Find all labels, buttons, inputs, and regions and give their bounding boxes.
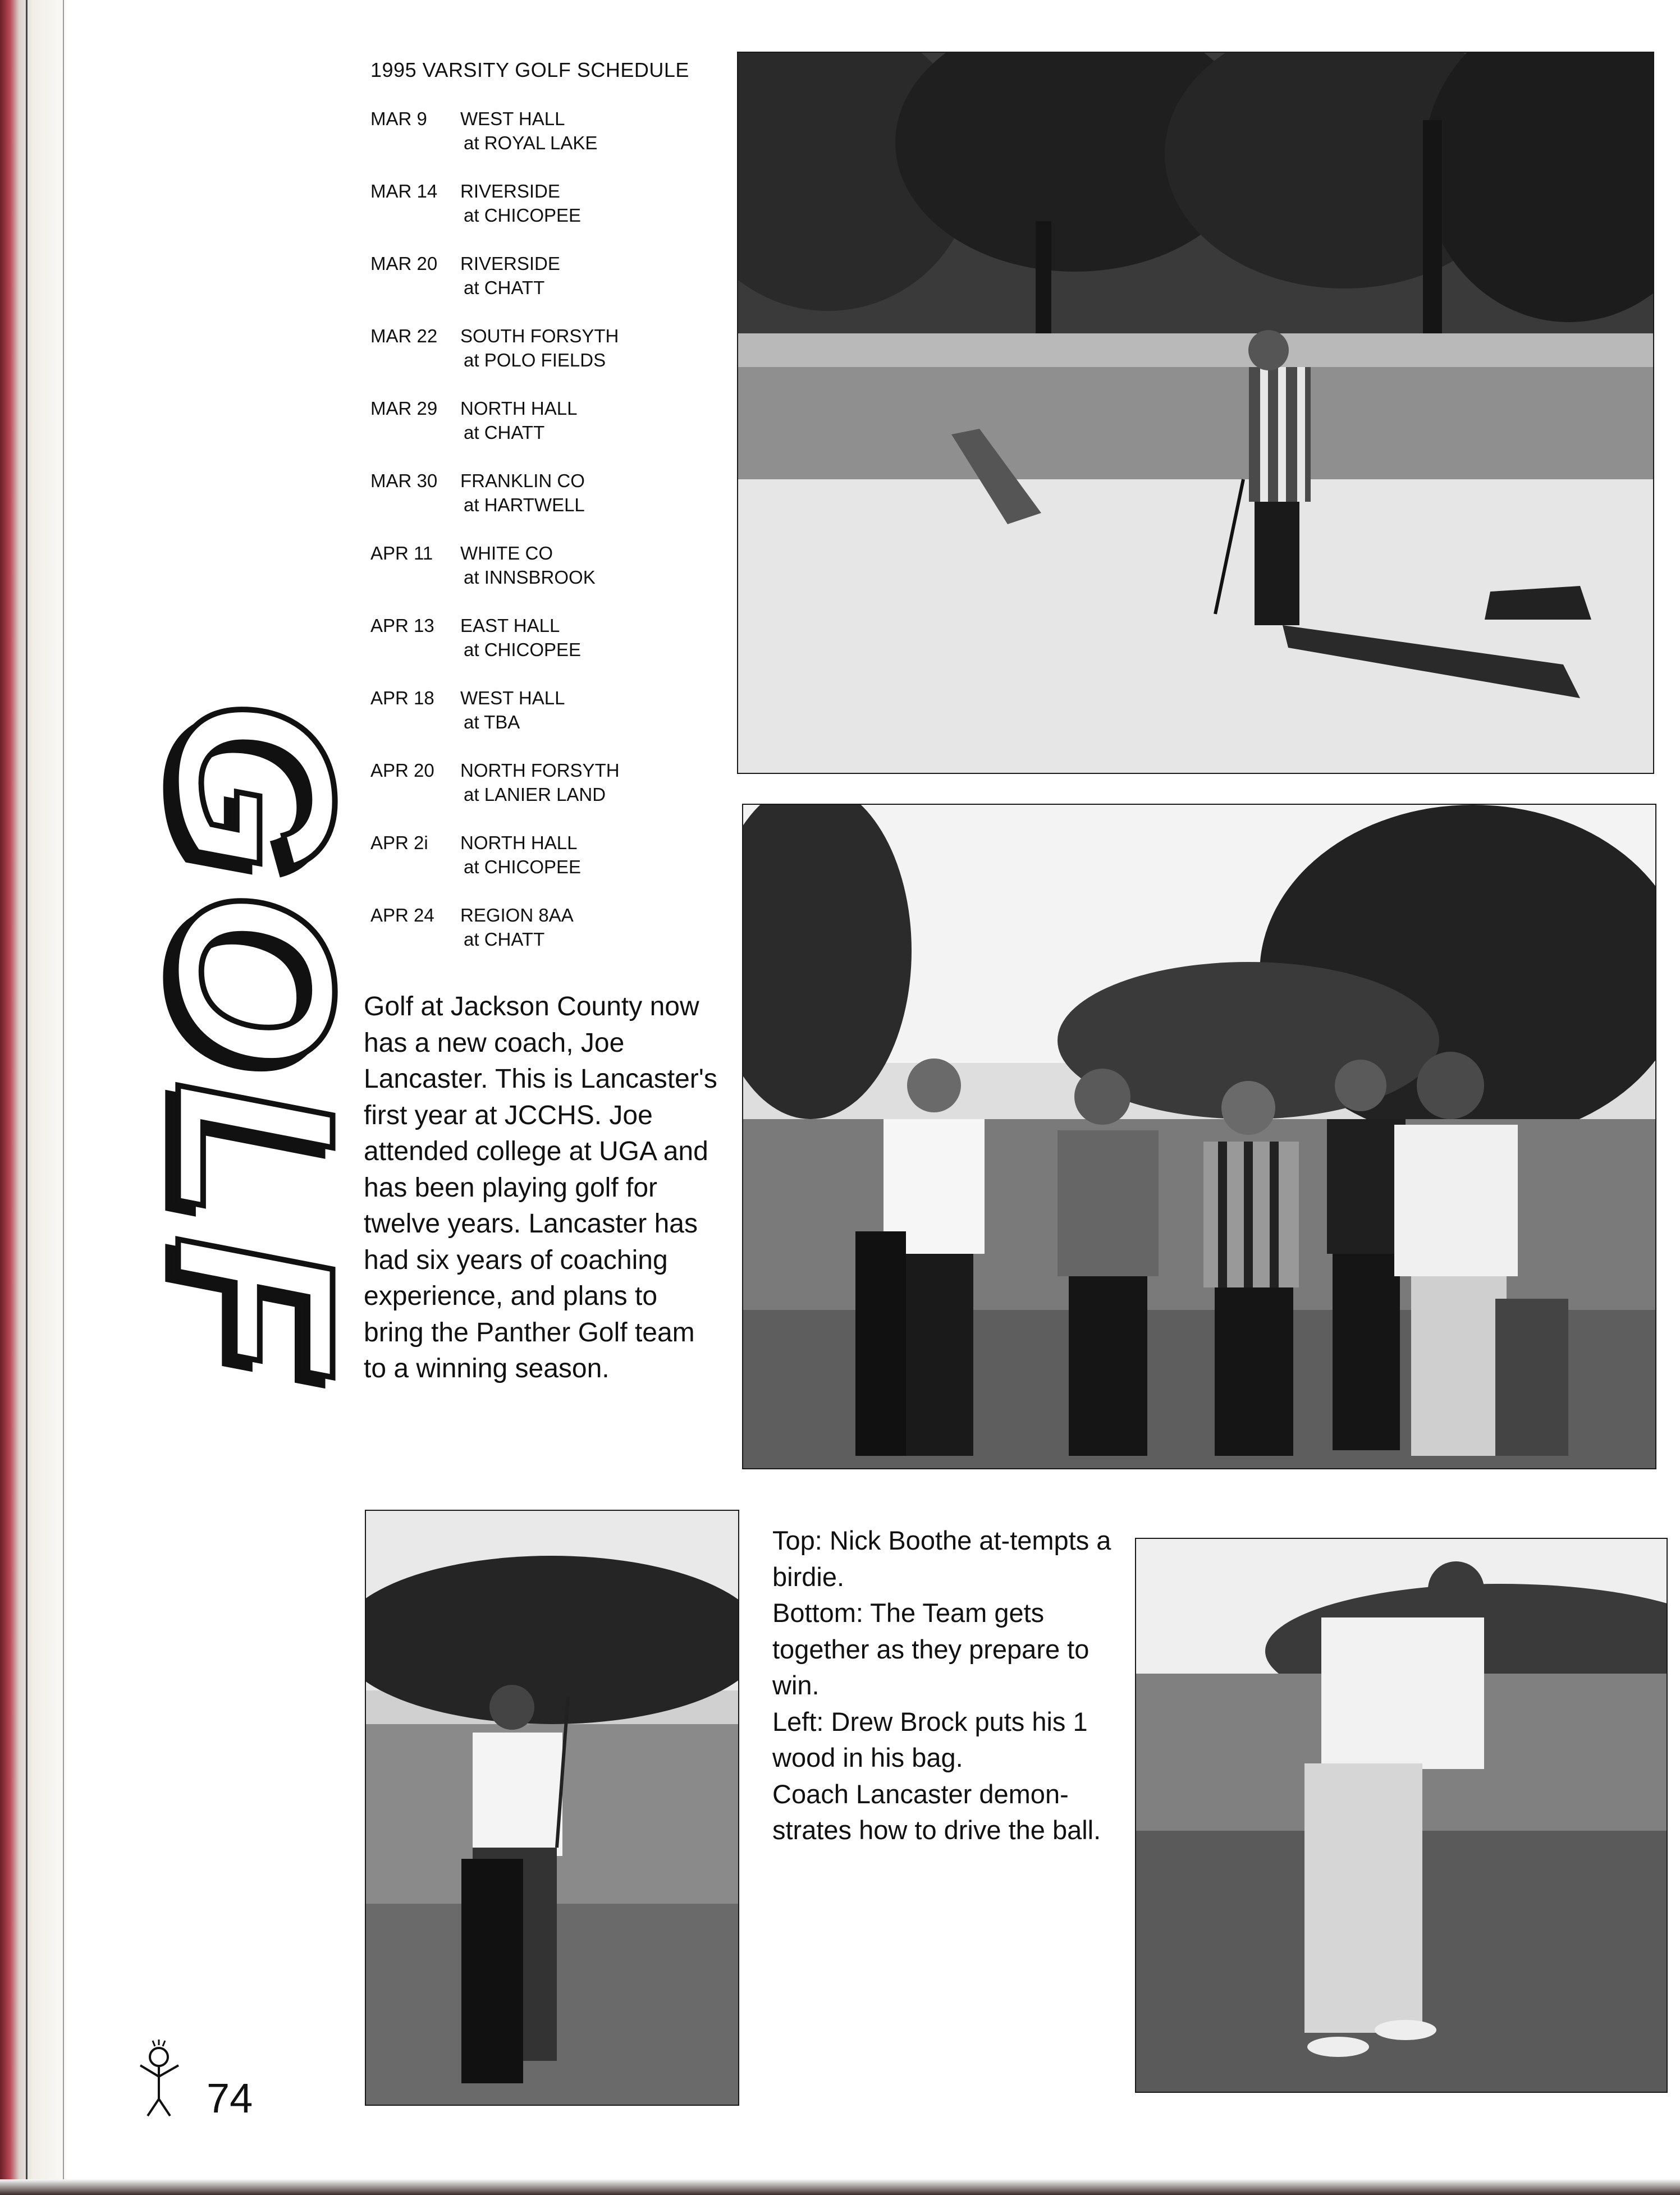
golf-schedule — [370, 58, 730, 975]
schedule-row — [370, 251, 730, 324]
schedule-row — [370, 541, 730, 613]
schedule-opponent: WEST HALL — [460, 108, 565, 129]
schedule-venue: at CHATT — [464, 422, 545, 443]
schedule-date: MAR 9 — [370, 108, 427, 129]
photo-golf-team — [742, 804, 1656, 1469]
schedule-info — [460, 324, 619, 372]
schedule-opponent: RIVERSIDE — [460, 253, 560, 274]
caption-left: Left: Drew Brock puts his 1 wood in his bag. — [772, 1706, 1088, 1772]
page-binding — [0, 0, 66, 2195]
schedule-venue: at POLO FIELDS — [464, 350, 606, 370]
schedule-opponent: RIVERSIDE — [460, 181, 560, 201]
schedule-date: APR 18 — [370, 688, 434, 708]
schedule-title: 1995 VARSITY GOLF SCHEDULE — [370, 58, 689, 81]
schedule-date: APR 11 — [370, 543, 433, 563]
photo-captions — [772, 1523, 1132, 1849]
golf-title-shadow: GOLF — [120, 706, 355, 1397]
schedule-date: APR 20 — [370, 760, 434, 781]
schedule-opponent: NORTH HALL — [460, 398, 578, 419]
schedule-row — [370, 396, 730, 469]
schedule-info — [460, 107, 597, 155]
golf-title-text: GOLF — [130, 698, 355, 1390]
schedule-info — [460, 179, 581, 227]
photo-golfer-putting — [737, 52, 1654, 774]
schedule-opponent: NORTH FORSYTH — [460, 760, 620, 781]
schedule-venue: at CHATT — [464, 277, 545, 298]
schedule-info — [460, 396, 577, 445]
schedule-info — [460, 469, 585, 517]
schedule-row — [370, 469, 730, 541]
binding-line — [63, 0, 64, 2195]
schedule-date: APR 13 — [370, 615, 434, 636]
photo-drew-brock — [365, 1510, 739, 2106]
schedule-venue: at CHICOPEE — [464, 205, 582, 226]
golf-title — [120, 645, 355, 1442]
schedule-row — [370, 613, 730, 686]
page-number: 74 — [207, 2075, 253, 2121]
schedule-row — [370, 758, 730, 831]
schedule-date: APR 24 — [370, 905, 434, 925]
schedule-list — [370, 107, 730, 975]
schedule-date: APR 2i — [370, 832, 428, 853]
schedule-row — [370, 903, 730, 975]
schedule-opponent: REGION 8AA — [460, 905, 574, 925]
schedule-venue: at INNSBROOK — [464, 567, 596, 588]
schedule-venue: at ROYAL LAKE — [464, 132, 598, 153]
schedule-venue: at CHATT — [464, 929, 545, 950]
schedule-row — [370, 831, 730, 903]
schedule-opponent: EAST HALL — [460, 615, 560, 636]
caption-bottom: Bottom: The Team gets together as they prepare to win. — [772, 1598, 1090, 1700]
schedule-row — [370, 179, 730, 251]
mascot-figure-icon — [128, 2037, 190, 2121]
schedule-info — [460, 251, 560, 300]
caption-top: Top: Nick Boothe at-tempts a birdie. — [772, 1525, 1111, 1592]
schedule-opponent: WEST HALL — [460, 688, 565, 708]
article-body: Golf at Jackson County now has a new coach, Joe Lancaster. This is Lancaster's first year at JCCHS. Joe attended college at UGA and has been playing golf for twelve years. Lancaster has had six years of coaching experience, and plans to bring the Panther Golf team to a winning season. — [364, 992, 717, 1383]
schedule-opponent: WHITE CO — [460, 543, 553, 563]
page-bottom-edge — [0, 2179, 1680, 2195]
schedule-opponent: NORTH HALL — [460, 832, 578, 853]
schedule-row — [370, 107, 730, 179]
schedule-date: MAR 29 — [370, 398, 438, 419]
schedule-date: MAR 20 — [370, 253, 438, 274]
schedule-info — [460, 686, 565, 734]
schedule-info — [460, 831, 581, 879]
schedule-date: MAR 14 — [370, 181, 438, 201]
schedule-venue: at CHICOPEE — [464, 639, 582, 660]
schedule-date: MAR 22 — [370, 326, 438, 346]
schedule-info — [460, 758, 620, 806]
schedule-opponent: FRANKLIN CO — [460, 470, 585, 491]
schedule-venue: at TBA — [464, 712, 520, 732]
schedule-venue: at HARTWELL — [464, 494, 585, 515]
schedule-venue: at LANIER LAND — [464, 784, 606, 805]
schedule-row — [370, 686, 730, 758]
schedule-date: MAR 30 — [370, 470, 438, 491]
caption-coach: Coach Lancaster demon-strates how to drive the ball. — [772, 1779, 1101, 1845]
schedule-row — [370, 324, 730, 396]
schedule-info — [460, 613, 581, 662]
schedule-opponent: SOUTH FORSYTH — [460, 326, 619, 346]
binding-line — [26, 0, 28, 2195]
schedule-venue: at CHICOPEE — [464, 856, 582, 877]
schedule-info — [460, 903, 574, 951]
photo-coach-lancaster — [1135, 1538, 1668, 2093]
schedule-info — [460, 541, 596, 589]
